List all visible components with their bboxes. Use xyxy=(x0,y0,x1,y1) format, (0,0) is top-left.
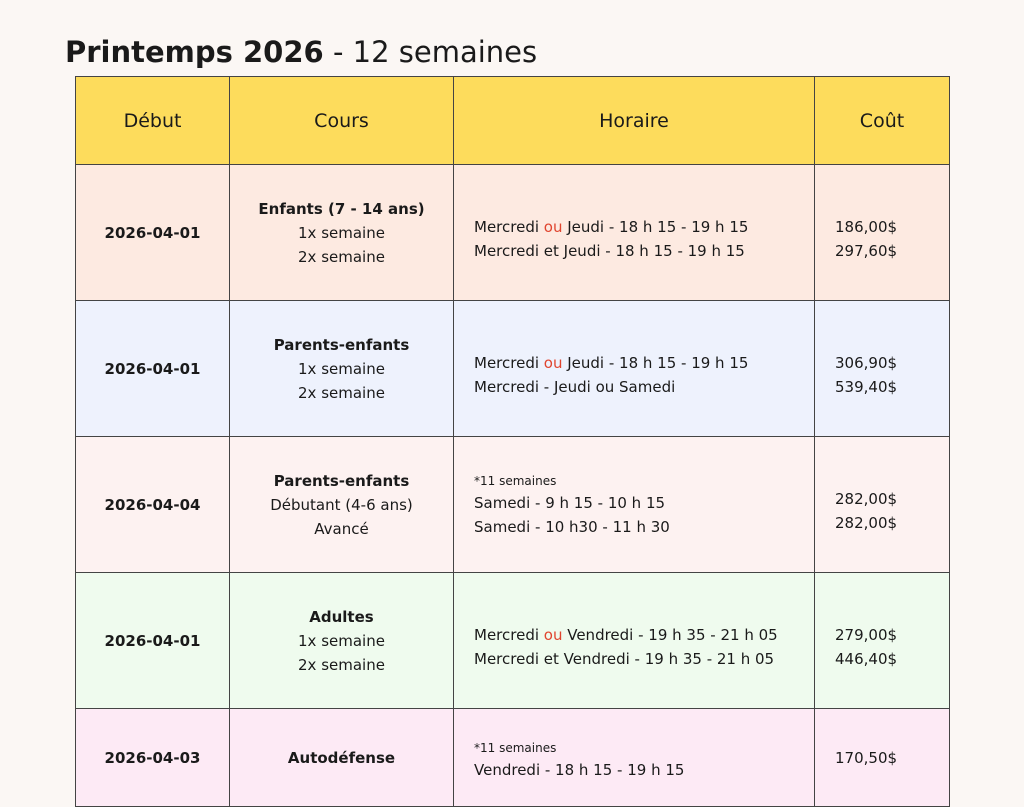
cost-value: 170,50$ xyxy=(835,748,898,767)
course-cell xyxy=(230,573,454,709)
schedule-text: Mercredi xyxy=(474,625,544,644)
course-title: Autodéfense xyxy=(287,748,396,767)
schedule-line xyxy=(474,623,814,647)
schedule-line: Mercredi - Jeudi ou Samedi xyxy=(474,377,676,396)
cost-cell xyxy=(815,437,950,573)
schedule-line xyxy=(474,215,814,239)
course-cell xyxy=(230,301,454,437)
cost-cell xyxy=(815,709,950,807)
course-cell xyxy=(230,709,454,807)
table-row xyxy=(76,301,950,437)
title-rest: - 12 semaines xyxy=(323,35,538,69)
or-word: ou xyxy=(543,625,563,644)
header-cost: Coût xyxy=(815,77,950,165)
or-word: ou xyxy=(543,353,563,372)
cost-cell xyxy=(815,301,950,437)
course-title: Enfants (7 - 14 ans) xyxy=(258,199,425,218)
course-line: 1x semaine xyxy=(298,223,385,242)
schedule-table xyxy=(75,76,950,807)
header-start: Début xyxy=(76,77,230,165)
table-row xyxy=(76,437,950,573)
header-course: Cours xyxy=(230,77,454,165)
cost-value: 446,40$ xyxy=(835,649,898,668)
schedule-line: Samedi - 10 h30 - 11 h 30 xyxy=(474,517,670,536)
course-cell xyxy=(230,165,454,301)
or-word: ou xyxy=(543,217,563,236)
cost-value: 297,60$ xyxy=(835,241,898,260)
cost-cell xyxy=(815,165,950,301)
page-title xyxy=(65,30,537,74)
start-date: 2026-04-03 xyxy=(76,709,230,807)
start-date: 2026-04-01 xyxy=(76,165,230,301)
header-row xyxy=(76,77,950,165)
course-title: Parents-enfants xyxy=(273,335,410,354)
schedule-text: Jeudi - 18 h 15 - 19 h 15 xyxy=(562,353,749,372)
schedule-cell xyxy=(454,573,815,709)
cost-value: 279,00$ xyxy=(835,625,898,644)
schedule-line: Vendredi - 18 h 15 - 19 h 15 xyxy=(474,760,685,779)
schedule-note: *11 semaines xyxy=(474,473,557,488)
course-line: 1x semaine xyxy=(298,631,385,650)
schedule-text: Mercredi xyxy=(474,353,544,372)
course-line: 2x semaine xyxy=(298,247,385,266)
schedule-text: Jeudi - 18 h 15 - 19 h 15 xyxy=(562,217,749,236)
schedule-line: Mercredi et Vendredi - 19 h 35 - 21 h 05 xyxy=(474,649,775,668)
course-title: Adultes xyxy=(309,607,374,626)
schedule-note: *11 semaines xyxy=(474,740,557,755)
schedule-line: Mercredi et Jeudi - 18 h 15 - 19 h 15 xyxy=(474,241,745,260)
cost-value: 186,00$ xyxy=(835,217,898,236)
course-line: 2x semaine xyxy=(298,383,385,402)
start-date: 2026-04-04 xyxy=(76,437,230,573)
start-date: 2026-04-01 xyxy=(76,301,230,437)
table-row xyxy=(76,573,950,709)
course-line: 2x semaine xyxy=(298,655,385,674)
cost-value: 282,00$ xyxy=(835,489,898,508)
table-row xyxy=(76,709,950,807)
schedule-cell xyxy=(454,301,815,437)
schedule-line: Samedi - 9 h 15 - 10 h 15 xyxy=(474,493,666,512)
course-title: Parents-enfants xyxy=(273,471,410,490)
cost-cell xyxy=(815,573,950,709)
start-date: 2026-04-01 xyxy=(76,573,230,709)
title-bold: Printemps 2026 xyxy=(65,35,324,69)
header-schedule: Horaire xyxy=(454,77,815,165)
schedule-cell xyxy=(454,709,815,807)
schedule-text: Vendredi - 19 h 35 - 21 h 05 xyxy=(562,625,778,644)
course-line: Avancé xyxy=(314,519,369,538)
schedule-line xyxy=(474,351,814,375)
cost-value: 539,40$ xyxy=(835,377,898,396)
table-row xyxy=(76,165,950,301)
schedule-cell xyxy=(454,165,815,301)
cost-value: 282,00$ xyxy=(835,513,898,532)
schedule-text: Mercredi xyxy=(474,217,544,236)
course-line: Débutant (4-6 ans) xyxy=(270,495,413,514)
schedule-cell xyxy=(454,437,815,573)
course-cell xyxy=(230,437,454,573)
course-line: 1x semaine xyxy=(298,359,385,378)
cost-value: 306,90$ xyxy=(835,353,898,372)
